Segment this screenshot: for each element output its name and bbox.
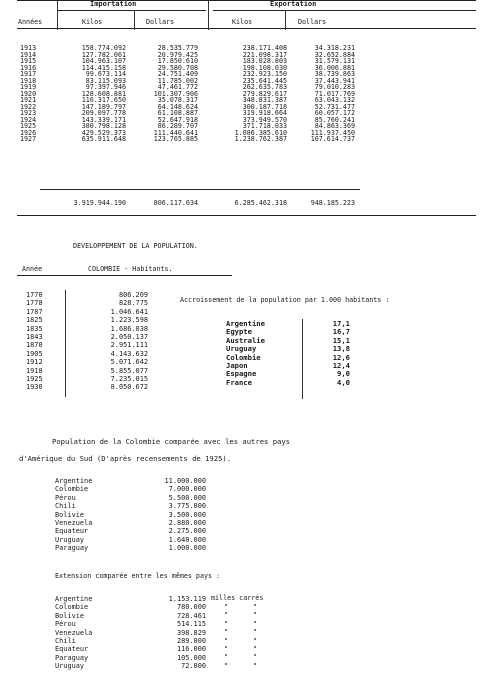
extension-cell-value: 398.829 xyxy=(176,628,206,637)
population-cell-value: 4.143.632 xyxy=(110,349,148,358)
comparison-countries-column xyxy=(55,477,135,553)
table-cell-export-dollars: 36.006.881 xyxy=(314,63,355,72)
table-cell-export-kilos: 1.086.385.610 xyxy=(234,128,287,137)
table-cell-export-dollars: 52.731.477 xyxy=(314,102,355,111)
table-cell-export-kilos: 348.831.387 xyxy=(242,96,287,104)
export-header-rule xyxy=(213,10,476,11)
table-cell-import-dollars: 111.440.641 xyxy=(153,128,198,137)
population-divider xyxy=(65,290,66,397)
table-cell-import-kilos: 116.317.650 xyxy=(81,96,126,104)
table-cell-import-kilos: 158.774.092 xyxy=(81,44,126,52)
extension-cell-value: 780.000 xyxy=(176,603,206,612)
growth-values-column xyxy=(310,320,350,387)
total-export-kilos: 6.285.462.318 xyxy=(234,199,287,207)
table-cell-export-kilos: 262.635.783 xyxy=(242,83,287,91)
column-divider xyxy=(57,0,58,30)
comparison-cell-value: 3.775.000 xyxy=(168,502,206,511)
table-cell-year: 1915 xyxy=(20,57,37,65)
population-cell-year: 1787 xyxy=(26,307,43,316)
table-cell-year: 1919 xyxy=(20,83,37,91)
table-cell-import-kilos: 97.397.946 xyxy=(85,83,126,91)
table-cell-export-kilos: 373.949.570 xyxy=(242,115,287,124)
table-cell-import-dollars: 17.850.610 xyxy=(157,57,198,65)
table-cell-export-kilos: 232.923.150 xyxy=(242,70,287,78)
table-cell-export-kilos: 1.238.762.387 xyxy=(234,135,287,143)
extension-cell-country: Colombie xyxy=(55,603,89,612)
import-kilos-header: Kilos xyxy=(82,18,103,26)
table-cell-year: 1922 xyxy=(20,102,37,111)
growth-cell-value: 17,1 xyxy=(332,319,350,328)
comparison-cell-country: Paraguay xyxy=(55,544,89,553)
table-cell-export-kilos: 221.098.317 xyxy=(242,50,287,59)
population-year-header: Année xyxy=(22,265,43,273)
growth-cell-country: Espagne xyxy=(226,369,257,379)
total-import-dollars: 806.117.034 xyxy=(153,199,198,207)
comparison-cell-country: Argentine xyxy=(55,477,93,485)
extension-cell-value: 728.461 xyxy=(176,611,206,620)
table-cell-export-dollars: 32.652.884 xyxy=(314,50,355,59)
table-cell-import-kilos: 104.963.107 xyxy=(81,57,126,65)
extension-cell-country: Bolivie xyxy=(55,611,85,620)
extension-cell-value: 72.000 xyxy=(181,662,206,671)
extension-heading: Extension comparée entre les mêmes pays : xyxy=(55,572,221,580)
extension-values-column xyxy=(140,595,206,671)
population-country-header: COLOMBIE - Habitants. xyxy=(88,265,173,273)
growth-cell-country: Egypte xyxy=(226,327,252,337)
growth-cell-value: 13,8 xyxy=(332,344,350,354)
population-years-column xyxy=(26,291,56,392)
growth-cell-country: Colombie xyxy=(226,352,261,362)
table-cell-import-dollars: 28.535.779 xyxy=(157,44,198,52)
table-bottom-rule xyxy=(17,215,476,216)
import-kilos-column xyxy=(58,45,126,143)
table-cell-year: 1927 xyxy=(20,135,37,143)
comparison-cell-country: Bolivie xyxy=(55,510,85,519)
extension-ditto-mark: " " xyxy=(224,603,258,611)
table-cell-import-dollars: 61.108.887 xyxy=(157,109,198,117)
comparison-heading-line1: Population de la Colombie comparée avec les autres pays xyxy=(52,437,290,446)
population-cell-value: 7.235.015 xyxy=(110,374,148,383)
population-cell-value: 2.050.137 xyxy=(110,332,148,341)
table-cell-year: 1926 xyxy=(20,128,37,137)
table-cell-export-kilos: 238.171.408 xyxy=(242,44,287,52)
extension-countries-column xyxy=(55,595,135,671)
growth-cell-value: 12,4 xyxy=(332,360,350,370)
comparison-cell-value: 1.000.000 xyxy=(168,544,206,553)
population-cell-value: 1.686.038 xyxy=(110,324,148,333)
comparison-cell-value: 3.500.000 xyxy=(168,510,206,519)
extension-cell-country: Paraguay xyxy=(55,653,89,662)
table-cell-import-dollars: 35.078.317 xyxy=(157,96,198,104)
extension-cell-country: Pérou xyxy=(55,620,76,629)
population-cell-year: 1843 xyxy=(26,332,43,341)
extension-cell-value: 289.800 xyxy=(176,636,206,645)
export-kilos-column xyxy=(215,45,287,143)
table-cell-import-kilos: 83.115.093 xyxy=(85,76,126,85)
comparison-cell-value: 5.500.000 xyxy=(168,493,206,502)
comparison-cell-country: Equateur xyxy=(55,527,89,536)
population-cell-year: 1905 xyxy=(26,349,43,358)
import-header-rule xyxy=(58,10,206,11)
table-cell-export-dollars: 71.017.769 xyxy=(314,89,355,98)
import-group-header: Importation xyxy=(90,0,137,8)
table-cell-import-dollars: 29.580.708 xyxy=(157,63,198,72)
table-cell-import-kilos: 128.608.881 xyxy=(81,89,126,98)
comparison-cell-value: 11.000.000 xyxy=(164,477,206,485)
growth-cell-country: Uruguay xyxy=(226,344,257,354)
table-cell-year: 1916 xyxy=(20,63,37,72)
extension-ditto-mark: " " xyxy=(224,611,258,620)
growth-cell-country: Japon xyxy=(226,360,248,370)
table-cell-year: 1917 xyxy=(20,70,37,78)
population-heading: DEVELOPPEMENT DE LA POPULATION. xyxy=(73,242,198,250)
table-cell-export-dollars: 84.863.369 xyxy=(314,122,355,130)
table-cell-import-kilos: 114.415.158 xyxy=(81,63,126,72)
export-dollars-header: Dollars xyxy=(298,18,327,26)
table-cell-export-dollars: 111.937.450 xyxy=(310,128,355,137)
export-kilos-header: Kilos xyxy=(232,18,253,26)
table-cell-export-dollars: 38.739.863 xyxy=(314,70,355,78)
extension-ditto-column xyxy=(224,603,274,670)
export-dollars-column xyxy=(285,45,355,143)
table-cell-export-dollars: 31.579.131 xyxy=(314,57,355,65)
table-top-rule xyxy=(17,0,476,1)
comparison-cell-value: 2.880.000 xyxy=(168,518,206,527)
extension-cell-country: Venezuela xyxy=(55,628,93,637)
table-header-rule xyxy=(17,28,476,29)
table-cell-import-kilos: 429.529.373 xyxy=(81,128,126,137)
growth-countries-column xyxy=(226,320,300,387)
growth-cell-value: 12,6 xyxy=(332,352,350,362)
extension-cell-value: 116.000 xyxy=(176,645,206,654)
growth-cell-country: Australie xyxy=(226,335,265,345)
extension-ditto-mark: " " xyxy=(224,644,258,653)
population-cell-year: 1778 xyxy=(26,299,43,308)
table-cell-import-dollars: 11.785.002 xyxy=(157,76,198,85)
extension-ditto-mark: " " xyxy=(224,661,258,670)
table-cell-import-dollars: 47.461.772 xyxy=(157,83,198,91)
comparison-cell-country: Colombie xyxy=(55,485,89,494)
table-cell-year: 1913 xyxy=(20,44,37,52)
population-cell-year: 1925 xyxy=(26,374,43,383)
table-cell-import-dollars: 52.647.918 xyxy=(157,115,198,124)
population-cell-year: 1825 xyxy=(26,316,43,325)
growth-cell-value: 15,1 xyxy=(332,335,350,345)
column-divider xyxy=(285,11,286,30)
table-cell-year: 1925 xyxy=(20,122,37,130)
table-cell-export-kilos: 183.028.803 xyxy=(242,57,287,65)
population-cell-value: 2.951.111 xyxy=(110,341,148,350)
table-cell-export-dollars: 63.043.132 xyxy=(314,96,355,104)
population-cell-value: 1.046.641 xyxy=(110,307,148,316)
table-cell-export-dollars: 37.443.941 xyxy=(314,76,355,85)
comparison-heading-line2: d'Amérique du Sud (D'après recensements de 1925). xyxy=(19,454,232,463)
year-column-header: Années xyxy=(18,18,43,26)
import-dollars-header: Dollars xyxy=(146,18,175,26)
extension-cell-country: Uruguay xyxy=(55,662,85,671)
growth-cell-value: 4,0 xyxy=(337,377,350,387)
table-cell-import-dollars: 86.289.707 xyxy=(157,122,198,130)
comparison-cell-value: 7.000.000 xyxy=(168,485,206,494)
growth-cell-country: Argentine xyxy=(226,319,265,328)
table-cell-export-kilos: 198.108.030 xyxy=(242,63,287,72)
population-cell-year: 1912 xyxy=(26,358,43,367)
table-cell-export-kilos: 300.187.718 xyxy=(242,102,287,111)
table-cell-import-kilos: 147.189.797 xyxy=(81,102,126,111)
comparison-cell-value: 2.275.000 xyxy=(168,527,206,536)
growth-cell-country: France xyxy=(226,377,252,387)
population-values-column xyxy=(80,291,148,392)
extension-cell-value: 1.153.119 xyxy=(168,595,206,603)
column-divider xyxy=(208,0,209,30)
table-cell-export-dollars: 107.614.737 xyxy=(310,135,355,143)
table-cell-export-dollars: 34.318.231 xyxy=(314,44,355,52)
table-cell-year: 1920 xyxy=(20,89,37,98)
comparison-cell-country: Pérou xyxy=(55,493,76,502)
growth-cell-value: 16,7 xyxy=(332,327,350,337)
growth-divider xyxy=(302,319,303,399)
table-cell-year: 1914 xyxy=(20,50,37,59)
comparison-cell-country: Venezuela xyxy=(55,518,93,527)
table-cell-year: 1924 xyxy=(20,115,37,124)
table-cell-year: 1921 xyxy=(20,96,37,104)
table-cell-export-kilos: 235.641.445 xyxy=(242,76,287,85)
population-cell-year: 1930 xyxy=(26,383,43,392)
column-divider xyxy=(134,11,135,30)
extension-cell-value: 105.000 xyxy=(176,653,206,662)
growth-heading: Accroissement de la population par 1.000 habitants : xyxy=(180,296,390,304)
total-export-dollars: 948.185.223 xyxy=(310,199,355,207)
population-cell-value: 8.050.672 xyxy=(110,383,148,392)
population-cell-year: 1770 xyxy=(26,291,43,299)
extension-ditto-mark: " " xyxy=(224,636,258,645)
table-cell-import-kilos: 380.798.128 xyxy=(81,122,126,130)
extension-cell-country: Chili xyxy=(55,636,76,645)
extension-ditto-mark: " " xyxy=(224,619,258,628)
comparison-cell-country: Uruguay xyxy=(55,535,85,544)
growth-cell-value: 9,0 xyxy=(337,369,350,379)
table-cell-import-kilos: 143.339.171 xyxy=(81,115,126,124)
extension-ditto-mark: " " xyxy=(224,628,258,637)
extension-unit: milles carrés xyxy=(211,594,264,602)
table-cell-export-kilos: 279.829.617 xyxy=(242,89,287,98)
import-dollars-column xyxy=(130,45,198,143)
extension-cell-value: 514.115 xyxy=(176,620,206,629)
population-cell-value: 828.775 xyxy=(118,299,148,308)
table-cell-import-dollars: 64.148.624 xyxy=(157,102,198,111)
table-cell-export-kilos: 371.718.033 xyxy=(242,122,287,130)
comparison-cell-value: 1.640.000 xyxy=(168,535,206,544)
extension-cell-country: Equateur xyxy=(55,645,89,654)
table-cell-year: 1923 xyxy=(20,109,37,117)
population-cell-year: 1835 xyxy=(26,324,43,333)
population-cell-value: 806.209 xyxy=(118,291,148,299)
table-cell-import-kilos: 209.097.778 xyxy=(81,109,126,117)
table-cell-export-dollars: 60.057.172 xyxy=(314,109,355,117)
population-cell-year: 1918 xyxy=(26,366,43,375)
extension-ditto-mark: " " xyxy=(224,653,258,662)
comparison-cell-country: Chili xyxy=(55,502,76,511)
table-cell-import-dollars: 20.979.425 xyxy=(157,50,198,59)
export-group-header: Exportation xyxy=(270,0,317,8)
table-cell-export-dollars: 85.760.241 xyxy=(314,115,355,124)
table-cell-import-dollars: 123.765.885 xyxy=(153,135,198,143)
table-cell-import-kilos: 635.911.648 xyxy=(81,135,126,143)
totals-rule xyxy=(40,189,360,190)
population-cell-value: 5.071.642 xyxy=(110,358,148,367)
years-column xyxy=(20,45,50,143)
table-cell-export-kilos: 319.918.664 xyxy=(242,109,287,117)
extension-cell-country: Argentine xyxy=(55,595,93,603)
comparison-values-column xyxy=(140,477,206,553)
table-cell-import-kilos: 99.673.114 xyxy=(85,70,126,78)
table-cell-year: 1918 xyxy=(20,76,37,85)
population-cell-value: 5.855.077 xyxy=(110,366,148,375)
population-cell-value: 1.223.598 xyxy=(110,316,148,325)
table-cell-export-dollars: 79.010.283 xyxy=(314,83,355,91)
total-import-kilos: 3.919.944.190 xyxy=(73,199,126,207)
table-cell-import-kilos: 127.782.061 xyxy=(81,50,126,59)
population-cell-year: 1870 xyxy=(26,341,43,350)
population-header-rule xyxy=(17,275,232,276)
table-cell-import-dollars: 101.307.906 xyxy=(153,89,198,98)
table-cell-import-dollars: 24.751.409 xyxy=(157,70,198,78)
